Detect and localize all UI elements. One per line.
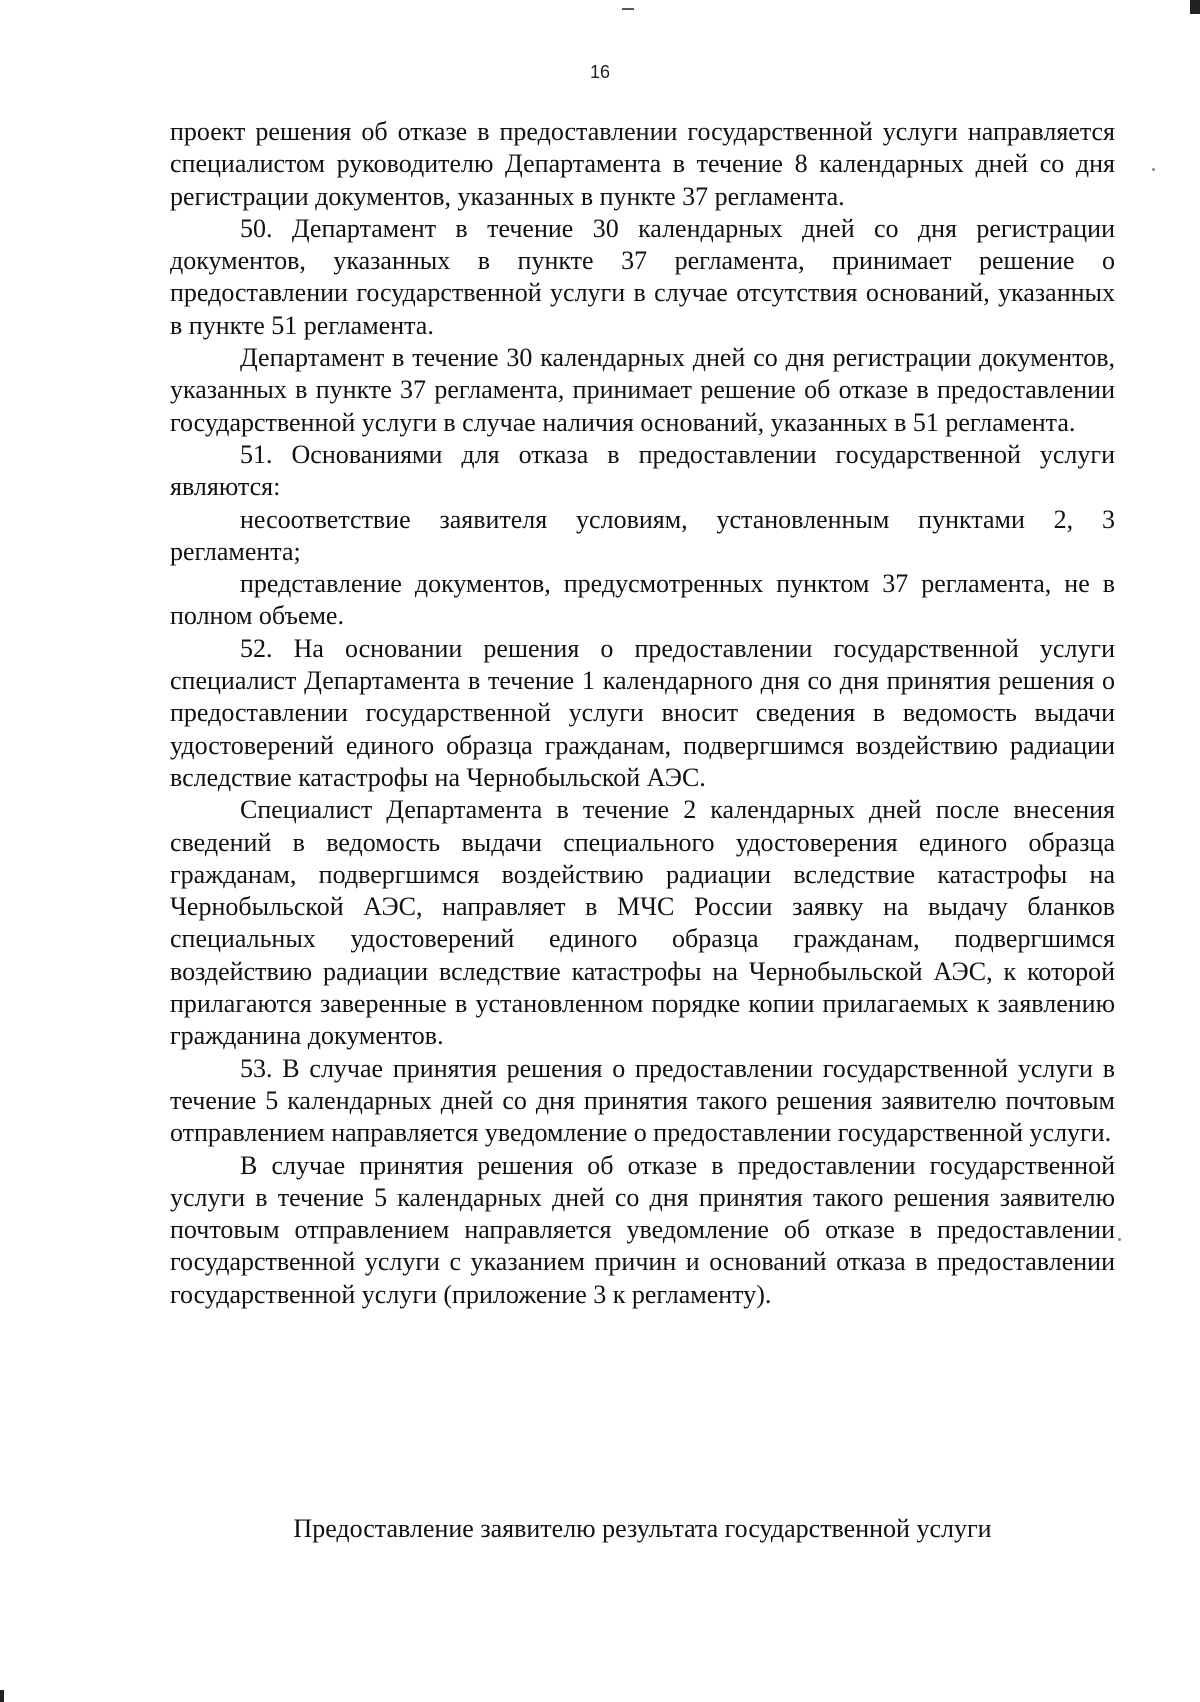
- paragraph: 51. Основаниями для отказа в предоставлении государственной услуги являются:: [170, 439, 1115, 502]
- paragraph: проект решения об отказе в предоставлении государственной услуги направляется специалистом руководителю Департамента в течение 8 календарных дней со дня регистрации документов, указанных в пункте 37 регламента.: [170, 117, 1115, 211]
- paragraph: 50. Департамент в течение 30 календарных дней со дня регистрации документов, указанных в пункте 37 регламента, принимает решение о предоставлении государственной услуги в случае отсутствия оснований, указанных в пункте 51 регламента.: [170, 213, 1115, 340]
- scan-artifact-corner: [1190, 0, 1200, 14]
- document-body: [170, 116, 1115, 1311]
- paragraph: В случае принятия решения об отказе в предоставлении государственной услуги в течение 5 календарных дней со дня принятия такого решения заявителю почтовым отправлением направляется уведомление об отказе в предоставлении государственной услуги с указанием причин и оснований отказа в предоставлении государственной услуги (приложение 3 к регламенту).: [170, 1150, 1115, 1309]
- paragraph: представление документов, предусмотренных пунктом 37 регламента, не в полном объеме.: [170, 569, 1115, 631]
- paragraph: 52. На основании решения о предоставлении государственной услуги специалист Департамента в течение 1 календарного дня со дня принятия решения о предоставлении государственной услуги вносит сведения в ведомость выдачи удостоверений единого образца гражданам, подвергшимся воздействию радиации вследствие катастрофы на Чернобыльской АЭС.: [170, 633, 1115, 792]
- scan-artifact-bottom: [0, 1690, 4, 1702]
- paragraph: Специалист Департамента в течение 2 календарных дней после внесения сведений в ведомость выдачи специального удостоверения единого образца гражданам, подвергшимся воздействию радиации вследствие катастрофы на Чернобыльской АЭС, направляет в МЧС России заявку на выдачу бланков специальных удостоверений единого образца гражданам, подвергшимся воздействию радиации вследствие катастрофы на Чернобыльской АЭС, к которой прилагаются заверенные в установленном порядке копии прилагаемых к заявлению гражданина документов.: [170, 795, 1115, 1051]
- scan-speck: [1152, 168, 1155, 171]
- scan-speck: [1118, 1238, 1121, 1241]
- paragraph: несоответствие заявителя условиям, установленным пунктами 2, 3 регламента;: [170, 504, 1115, 566]
- scan-artifact-top: [622, 8, 634, 10]
- paragraph: Департамент в течение 30 календарных дней со дня регистрации документов, указанных в пункте 37 регламента, принимает решение об отказе в предоставлении государственной услуги в случае наличия оснований, указанных в 51 регламента.: [170, 343, 1115, 437]
- section-heading: Предоставление заявителю результата государственной услуги: [293, 1514, 992, 1543]
- paragraph: 53. В случае принятия решения о предоставлении государственной услуги в течение 5 календарных дней со дня принятия такого решения заявителю почтовым отправлением направляется уведомление о предоставлении государственной услуги.: [170, 1053, 1115, 1148]
- page-number: 16: [589, 62, 611, 82]
